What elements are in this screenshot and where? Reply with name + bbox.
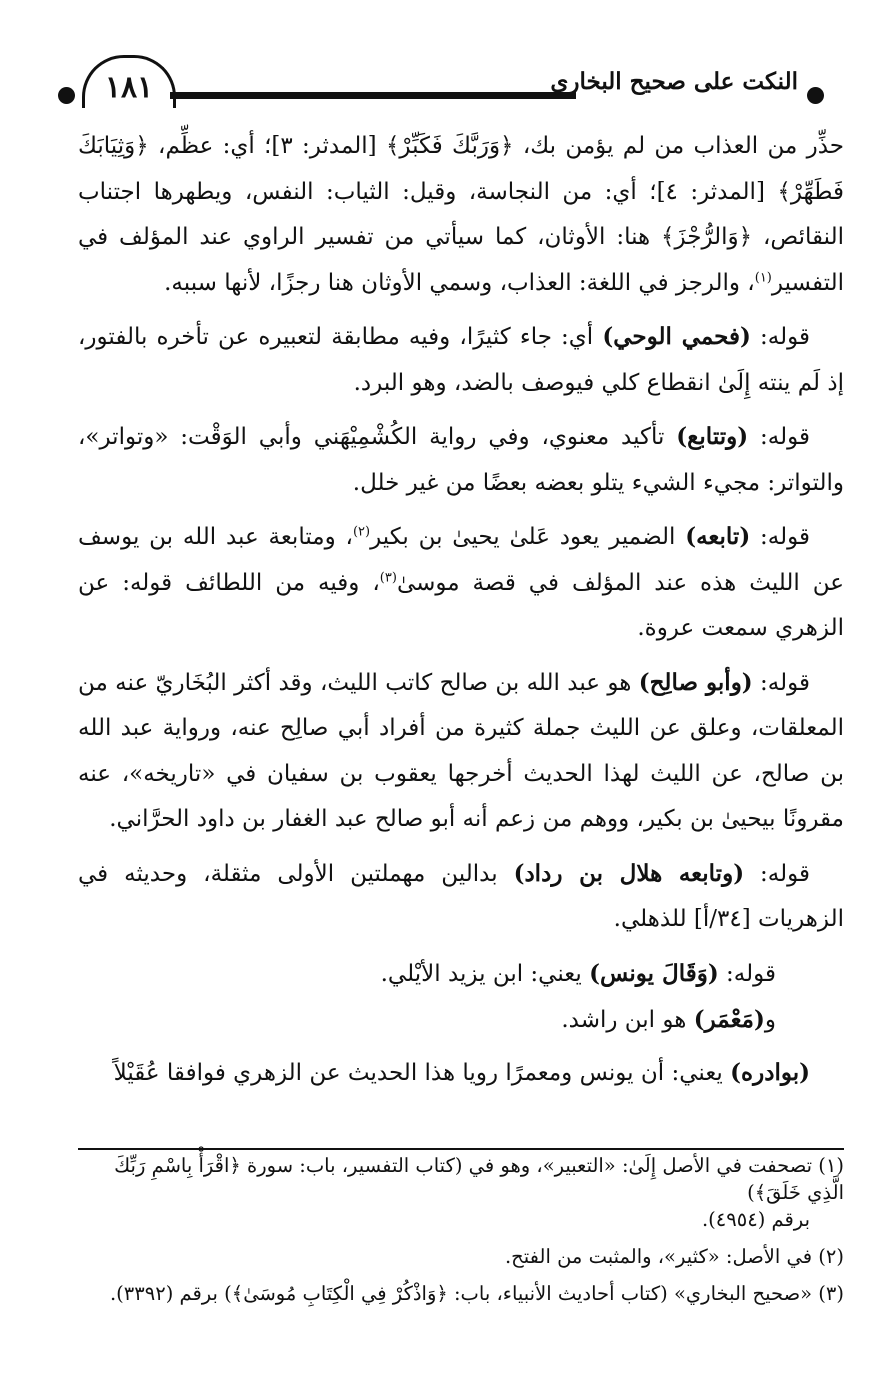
footnote-2: (٢) في الأصل: «كثير»، والمثبت من الفتح. [504, 1245, 844, 1268]
paragraph-4-lead: قوله: [750, 524, 810, 550]
paragraph-5-heading: (وأبو صالِح) [638, 668, 753, 696]
paragraph-2-text: أي: جاء كثيرًا، وفيه مطابقة لتعبيره عن تأخره بالفتور، إذ لَم ينته إِلَىٰ انقطاع كلي فيوصف بالضد، وهو البرد. [78, 324, 844, 396]
paragraph-8-heading: (مَعْمَر) [693, 1006, 765, 1033]
header-dot-right [807, 87, 824, 104]
footnote-1-continued: برقم (٤٩٥٤). [701, 1208, 810, 1231]
paragraph-5-text: هو عبد الله بن صالح كاتب الليث، وقد أكثر البُخَاريّ عنه من المعلقات، وعلق عن الليث جملة كثيرة من أفراد أبي صالِح عنه، ورواية عبد الله بن صالح، عن الليث لهذا الحديث أخرجها يعقوب بن سفيان في «تاريخه»، عنه مقرونًا بيحيىٰ بن بكير، ووهم من زعم أنه أبو صالح عبد الغفار بن داود الحرَّاني. [78, 669, 844, 832]
footnote-3: (٣) «صحيح البخاري» (كتاب أحاديث الأنبياء، باب: ﴿وَاذْكُرْ فِي الْكِتَابِ مُوسَىٰ﴾) برقم (٣٣٩٢). [109, 1282, 844, 1305]
paragraph-5-lead: قوله: [752, 669, 810, 696]
paragraph-6-lead: قوله: [744, 860, 810, 887]
paragraph-7-text: يعني: ابن يزيد الأيْلي. [380, 960, 590, 987]
paragraph-3-text: تأكيد معنوي، وفي رواية الكُشْمِيْهَني وأبي الوَقْت: «وتواتر»، والتواتر: مجيء الشيء يتلو بعضه بعضًا من غير خلل. [78, 424, 844, 496]
page-header [58, 52, 838, 126]
header-rule [170, 92, 576, 99]
footnotes [78, 1152, 844, 1317]
footnote-ref-3: (٣) [379, 569, 397, 585]
footnote-ref-2: (٢) [352, 524, 371, 540]
paragraph-2 [78, 314, 844, 406]
paragraph-8-text: هو ابن راشد. [561, 1007, 694, 1033]
paragraph-1 [78, 124, 844, 306]
running-title: النكت على صحيح البخاري [550, 68, 798, 95]
paragraph-6-text: بدالين مهملتين الأولى مثقلة، وحديثه في الزهريات [٣٤/أ] للذهلي. [78, 860, 844, 932]
paragraph-3-heading: (وتتابع) [676, 423, 749, 450]
paragraph-6 [78, 851, 844, 943]
paragraph-4-text-a: الضمير يعود عَلىٰ يحيىٰ بن بكير [370, 524, 686, 550]
paragraph-5 [78, 660, 844, 843]
paragraph-3-lead: قوله: [748, 424, 810, 450]
paragraph-2-lead: قوله: [750, 324, 811, 350]
paragraph-1-text: حذِّر من العذاب من لم يؤمن بك، ﴿وَرَبَّكَ فَكَبِّرْ﴾ [المدثر: ٣]؛ أي: عظِّم، ﴿وَثِيَابَكَ فَطَهِّرْ﴾ [المدثر: ٤]؛ أي: من النجاسة، وقيل: الثياب: النفس، ويطهرها اجتناب النقائص، ﴿وَالرُّجْزَ﴾ هنا: الأوثان، كما سيأتي من تفسير الراوي عند المؤلف في التفسير [78, 133, 844, 296]
header-dot-left [58, 87, 75, 104]
paragraph-9 [78, 1050, 844, 1097]
paragraph-8 [78, 997, 844, 1044]
paragraph-7-heading: (وَقَالَ يونس) [589, 959, 719, 987]
paragraph-4-heading: (تابعه) [685, 523, 751, 550]
paragraph-2-heading: (فحمي الوحي) [602, 323, 751, 350]
paragraph-3 [78, 414, 844, 506]
footnote-separator [78, 1148, 844, 1150]
paragraph-4-text-b: ، ومتابعة عبد الله بن يوسف عن الليث هذه عند المؤلف في قصة موسىٰ [78, 524, 844, 596]
paragraph-6-heading: (وتابعه هلال بن رداد) [513, 859, 745, 887]
paragraph-1-end: ، والرجز في اللغة: العذاب، وسمي الأوثان هنا رجزًا، لأنها سببه. [164, 269, 755, 296]
paragraph-7 [78, 951, 844, 998]
paragraph-7-lead: قوله: [718, 960, 776, 987]
paragraph-9-text: يعني: أن يونس ومعمرًا رويا هذا الحديث عن الزهري فوافقا عُقَيْلاً [113, 1059, 731, 1086]
paragraph-8-lead: و [764, 1007, 776, 1033]
paragraph-4-text-c: ، وفيه من اللطائف قوله: عن الزهري سمعت عروة. [78, 569, 844, 641]
paragraph-9-heading: (بوادره) [730, 1058, 810, 1086]
main-text [78, 124, 844, 1104]
page-number: ١٨١ [104, 69, 154, 105]
page-number-box [82, 55, 176, 108]
paragraph-4 [78, 514, 844, 652]
footnote-1: (١) تصحفت في الأصل إِلَىٰ: «التعبير»، وهو في (كتاب التفسير، باب: سورة ﴿اقْرَأْ بِاسْمِ رَبِّكَ الَّذِي خَلَقَ﴾) [114, 1154, 844, 1204]
footnote-ref-1: (١) [754, 269, 772, 285]
